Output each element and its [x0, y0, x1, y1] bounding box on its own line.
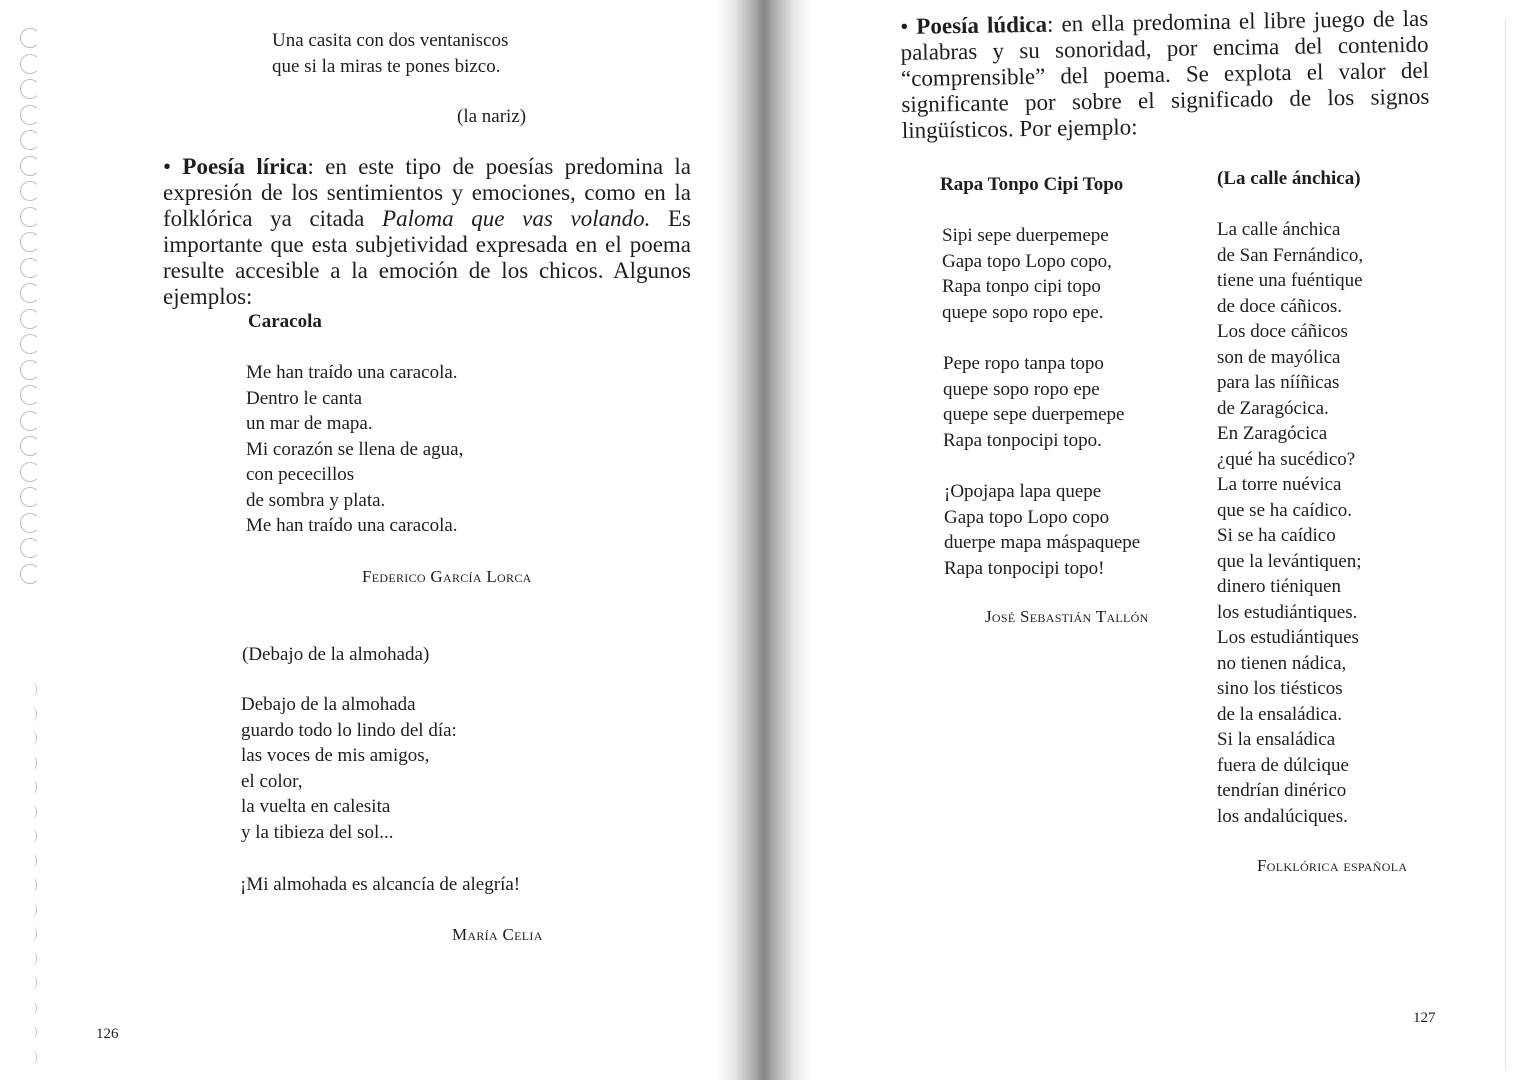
verse-line: Gapa topo Lopo copo — [944, 506, 1110, 528]
verse-line: que la levántiquen; — [1217, 550, 1362, 572]
verse-line: Rapa tonpocipi topo! — [944, 557, 1105, 579]
binding-hole-icon — [28, 1050, 37, 1064]
poem-almohada — [241, 692, 457, 845]
verse-line: ¿qué ha sucédico? — [1217, 448, 1356, 470]
binding-ring-icon — [20, 105, 40, 125]
poem-title-calle: (La calle ánchica) — [1217, 168, 1361, 189]
verse-line: Si se ha caídico — [1217, 525, 1336, 546]
binding-ring-icon — [20, 181, 40, 201]
binding-hole-icon — [28, 952, 37, 966]
verse-line: los estudiántiques. — [1217, 601, 1358, 623]
verse-line: guardo todo lo lindo del día: — [241, 719, 457, 741]
bullet: • — [163, 154, 172, 179]
binding-ring-icon — [20, 232, 40, 252]
binding-ring-icon — [20, 207, 40, 227]
page-edge-line — [1505, 20, 1506, 1070]
poem-rapa-stanza-2 — [943, 351, 1124, 453]
verse-line: tiene una fuéntique — [1217, 270, 1363, 291]
binding-ring-icon — [20, 462, 40, 482]
poem-title-caracola: Caracola — [248, 311, 322, 332]
binding-hole-icon — [28, 756, 37, 770]
poem-title-rapa: Rapa Tonpo Cipi Topo — [940, 174, 1124, 195]
binding-ring-icon — [20, 130, 40, 150]
binding-hole-icon — [28, 878, 37, 892]
poem-rapa-stanza-3 — [944, 479, 1140, 581]
binding-hole-icon — [28, 927, 37, 941]
ludica-paragraph — [900, 6, 1430, 144]
binding-ring-icon — [20, 258, 40, 278]
bullet: • — [900, 13, 909, 39]
page-number-left: 126 — [96, 1026, 119, 1042]
ludica-text: : en ella predomina el libre juego de las palabras y su sonoridad, por encima del contenido “comprensible” del poema. Se explota el valor del significante por sobre el significado de los signos lingüísticos. Por ejemplo: — [900, 5, 1430, 143]
verse-line: La calle ánchica — [1217, 219, 1341, 240]
verse-line: de San Fernándico, — [1217, 244, 1364, 266]
binding-ring-icon — [20, 436, 40, 456]
binding-hole-icon — [28, 1001, 37, 1015]
poem-almohada-closing: ¡Mi almohada es alcancía de alegría! — [240, 874, 521, 895]
verse-line: Sipi sepe duerpemepe — [942, 225, 1109, 246]
poem-title-almohada: (Debajo de la almohada) — [242, 644, 430, 665]
verse-line: Los doce cáñicos — [1217, 321, 1348, 342]
term-ludica: Poesía lúdica — [916, 11, 1048, 39]
author-tallon: José Sebastián Tallón — [985, 607, 1149, 626]
binding-hole-icon — [28, 1025, 37, 1039]
right-page — [760, 0, 1526, 1080]
verse-line: Si la ensaládica — [1217, 729, 1336, 750]
verse-line: que se ha caídico. — [1217, 499, 1353, 521]
riddle-answer: (la nariz) — [457, 106, 527, 127]
poem-calle — [1217, 217, 1363, 829]
verse-line: quepe sopo ropo epe — [943, 378, 1100, 400]
left-page — [0, 0, 760, 1080]
verse-line: de sombra y plata. — [246, 489, 386, 511]
verse-line: son de mayólica — [1217, 346, 1341, 368]
verse-line: Pepe ropo tanpa topo — [943, 353, 1104, 374]
verse-line: La torre nuévica — [1217, 474, 1342, 495]
binding-hole-icon — [28, 903, 37, 917]
riddle — [272, 28, 508, 79]
verse-line: Mi corazón se llena de agua, — [246, 438, 464, 460]
verse-line: tendrían dinérico — [1217, 780, 1347, 801]
binding-ring-icon — [20, 564, 40, 584]
binding-hole-icon — [28, 780, 37, 794]
verse-line: sino los tiésticos — [1217, 678, 1343, 699]
verse-line: un mar de mapa. — [246, 413, 373, 434]
verse-line: Rapa tonpo cipi topo — [942, 276, 1101, 297]
binding-ring-icon — [20, 411, 40, 431]
verse-line: la vuelta en calesita — [241, 796, 391, 817]
verse-line: ¡Opojapa lapa quepe — [944, 481, 1102, 502]
binding-rings — [14, 0, 50, 1080]
verse-line: quepe sopo ropo epe. — [942, 301, 1104, 323]
lirica-text-b: Es importante que esta subjetividad expresada en el poema resulte accesible a la emoción de los chicos. Algunos ejemplos: — [163, 206, 691, 309]
verse-line: Dentro le canta — [246, 387, 363, 409]
author-garcia-lorca: Federico García Lorca — [362, 567, 532, 586]
binding-hole-icon — [28, 805, 37, 819]
verse-line: Me han traído una caracola. — [246, 362, 458, 383]
binding-ring-icon — [20, 156, 40, 176]
verse-line: quepe sepe duerpemepe — [943, 404, 1125, 425]
verse-line: de doce cáñicos. — [1217, 295, 1343, 317]
verse-line: Gapa topo Lopo copo, — [942, 250, 1112, 272]
verse-line: las voces de mis amigos, — [241, 745, 430, 766]
verse-line: Me han traído una caracola. — [246, 515, 458, 536]
riddle-line: Una casita con dos ventaniscos — [272, 30, 509, 51]
lirica-paragraph — [163, 154, 691, 310]
binding-ring-icon — [20, 538, 40, 558]
verse-line: no tienen nádica, — [1217, 652, 1347, 674]
riddle-line: que si la miras te pones bizco. — [272, 55, 501, 77]
binding-hole-icon — [28, 731, 37, 745]
verse-line: duerpe mapa máspaquepe — [944, 532, 1141, 553]
binding-ring-icon — [20, 334, 40, 354]
page-number-right: 127 — [1413, 1010, 1436, 1026]
binding-ring-icon — [20, 283, 40, 303]
binding-ring-icon — [20, 513, 40, 533]
verse-line: Debajo de la almohada — [241, 694, 416, 715]
term-lirica: Poesía lírica — [182, 154, 308, 179]
verse-line: con pececillos — [246, 464, 355, 485]
verse-line: los andalúciques. — [1217, 805, 1348, 827]
author-maria-celia: María Celia — [452, 925, 543, 944]
author-folklorica: Folklórica española — [1257, 856, 1408, 875]
lirica-italic: Paloma que vas volando. — [382, 206, 651, 231]
binding-ring-icon — [20, 79, 40, 99]
binding-hole-icon — [28, 976, 37, 990]
binding-ring-icon — [20, 360, 40, 380]
verse-line: Los estudiántiques — [1217, 627, 1359, 648]
binding-hole-icon — [28, 682, 37, 696]
binding-ring-icon — [20, 487, 40, 507]
poem-rapa-stanza-1 — [942, 223, 1112, 325]
verse-line: para las nííñicas — [1217, 372, 1340, 393]
binding-hole-icon — [28, 854, 37, 868]
verse-line: fuera de dúlcique — [1217, 754, 1349, 776]
binding-ring-icon — [20, 309, 40, 329]
verse-line: de Zaragócica. — [1217, 397, 1329, 419]
lirica-text-a: : en este tipo de poesías predomina la expresión de los sentimientos y emociones, como en la folklórica ya citada — [163, 154, 691, 231]
verse-line: En Zaragócica — [1217, 423, 1328, 444]
verse-line: el color, — [241, 770, 303, 792]
binding-ring-icon — [20, 28, 40, 48]
binding-hole-icon — [28, 707, 37, 721]
verse-line: y la tibieza del sol... — [241, 821, 394, 843]
binding-ring-icon — [20, 54, 40, 74]
poem-caracola — [246, 360, 463, 539]
binding-ring-icon — [20, 385, 40, 405]
verse-line: Rapa tonpocipi topo. — [943, 429, 1102, 451]
binding-hole-icon — [28, 829, 37, 843]
verse-line: dinero tiéniquen — [1217, 576, 1341, 597]
verse-line: de la ensaládica. — [1217, 703, 1343, 725]
